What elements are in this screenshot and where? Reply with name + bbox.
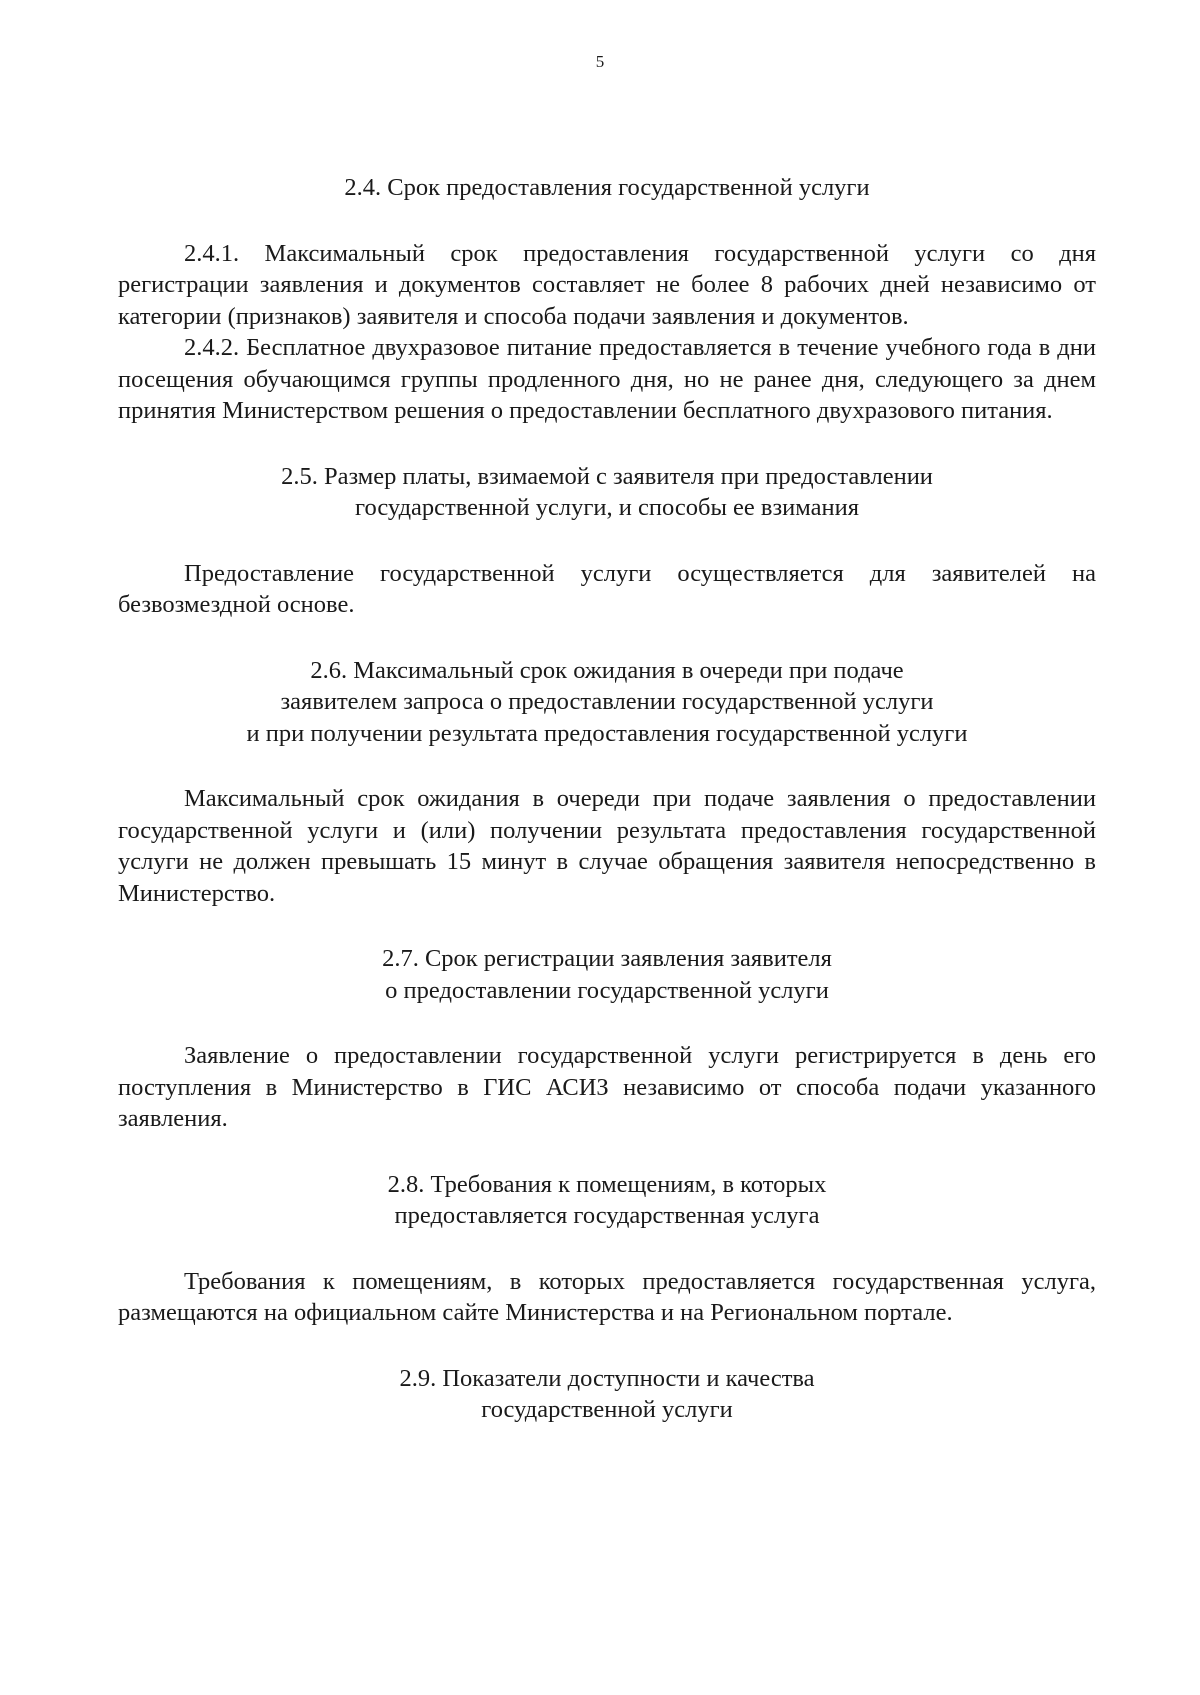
section-heading [118, 655, 1096, 750]
heading-line: 2.9. Показатели доступности и качества [399, 1364, 815, 1392]
heading-line: 2.5. Размер платы, взимаемой с заявителя при предоставлении [281, 462, 933, 490]
heading-line: государственной услуги [481, 1396, 733, 1423]
heading-line: 2.6. Максимальный срок ожидания в очереди при подаче [310, 656, 904, 684]
heading-line: 2.8. Требования к помещениям, в которых [387, 1170, 827, 1198]
heading-line: заявителем запроса о предоставлении государственной услуги [280, 688, 934, 715]
paragraph: Предоставление государственной услуги осуществляется для заявителей на безвозмездной основе. [118, 559, 1096, 618]
section-heading [118, 461, 1096, 524]
heading-line: 2.7. Срок регистрации заявления заявителя [382, 945, 832, 972]
section-2-5 [118, 461, 1096, 621]
heading-line: предоставляется государственная услуга [394, 1202, 820, 1229]
heading-line: государственной услуги, и способы ее взимания [355, 494, 859, 521]
heading-line: о предоставлении государственной услуги [385, 976, 829, 1004]
paragraph: Требования к помещениям, в которых предоставляется государственная услуга, размещаются на официальном сайте Министерства и на Региональном портале. [118, 1267, 1096, 1326]
section-2-7 [118, 943, 1096, 1135]
paragraph: Заявление о предоставлении государственной услуги регистрируется в день его поступления в Министерство в ГИС АСИЗ независимо от способа подачи указанного заявления. [118, 1042, 1096, 1132]
section-heading [118, 943, 1096, 1006]
heading-line: и при получении результата предоставления государственной услуги [246, 719, 968, 747]
section-2-6 [118, 655, 1096, 910]
section-heading: 2.4. Срок предоставления государственной услуги [344, 174, 870, 201]
section-heading [118, 1169, 1096, 1232]
section-2-8 [118, 1169, 1096, 1329]
paragraph: 2.4.2. Бесплатное двухразовое питание предоставляется в течение учебного года в дни посещения обучающимся группы продленного дня, но не ранее дня, следующего за днем принятия Министерством решения о предоставлении бесплатного двухразового питания. [118, 334, 1096, 424]
section-2-9 [118, 1363, 1096, 1426]
paragraph: Максимальный срок ожидания в очереди при подаче заявления о предоставлении государственной услуги и (или) получении результата предоставления государственной услуги не должен превышать 15 минут в случае обращения заявителя непосредственно в Министерство. [118, 785, 1096, 907]
section-2-4 [118, 172, 1096, 427]
document-body [118, 172, 1096, 1426]
page-number: 5 [595, 52, 605, 71]
paragraph: 2.4.1. Максимальный срок предоставления государственной услуги со дня регистрации заявления и документов составляет не более 8 рабочих дней независимо от категории (признаков) заявителя и способа подачи заявления и документов. [118, 239, 1096, 330]
section-heading [118, 1363, 1096, 1426]
